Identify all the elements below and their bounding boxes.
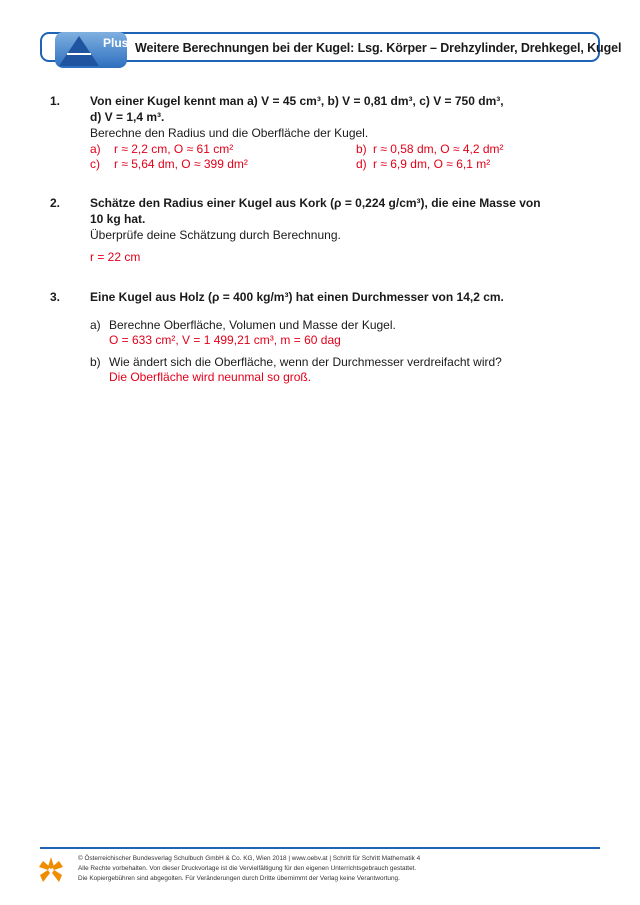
task-question-cont: d) V = 1,4 m³. (90, 110, 165, 124)
task-number: 1. (50, 94, 61, 108)
answer-label: a) (90, 142, 101, 156)
task-answer: r = 22 cm (90, 250, 141, 264)
fees-line: Die Kopiergebühren sind abgegolten. Für Veränderungen durch Dritte übernimmt der Verlag keine Verantwortung. (78, 875, 400, 882)
footer-text (78, 854, 420, 884)
task-question: Von einer Kugel kennt man a) V = 45 cm³, b) V = 0,81 dm³, c) V = 750 dm³, (90, 94, 504, 108)
task-question: Schätze den Radius einer Kugel aus Kork (ρ = 0,224 g/cm³), die eine Masse von (90, 196, 541, 210)
part-text: Berechne Oberfläche, Volumen und Masse der Kugel. (109, 318, 396, 332)
answer-text: r ≈ 2,2 cm, O ≈ 61 cm² (114, 142, 234, 156)
answer-label: d) (356, 157, 367, 171)
task-number: 2. (50, 196, 61, 210)
task-instruction: Berechne den Radius und die Oberfläche der Kugel. (90, 126, 369, 140)
answer-label: c) (90, 157, 100, 171)
oebv-logo-icon (37, 855, 65, 885)
task-instruction: Überprüfe deine Schätzung durch Berechnung. (90, 228, 341, 242)
footer-rule (40, 847, 600, 849)
answer-text: r ≈ 5,64 dm, O ≈ 399 dm² (114, 157, 248, 171)
copyright-line: © Österreichischer Bundesverlag Schulbuch GmbH & Co. KG, Wien 2018 | www.oebv.at | Schritt für Schritt Mathematik 4 (78, 855, 421, 862)
rights-line: Alle Rechte vorbehalten. Von dieser Druckvorlage ist die Vervielfältigung für den eigenen Unterrichtsgebrauch gestattet. (78, 865, 417, 872)
answer-label: b) (356, 142, 367, 156)
part-answer: Die Oberfläche wird neunmal so groß. (109, 370, 312, 384)
part-answer: O = 633 cm², V = 1 499,21 cm³, m = 60 dag (109, 333, 341, 347)
plus-logo-icon (53, 30, 129, 70)
part-label: a) (90, 318, 101, 332)
answer-text: r ≈ 0,58 dm, O ≈ 4,2 dm² (373, 142, 504, 156)
part-text: Wie ändert sich die Oberfläche, wenn der Durchmesser verdreifacht wird? (109, 355, 502, 369)
task-question-cont: 10 kg hat. (90, 212, 146, 226)
answer-text: r ≈ 6,9 dm, O ≈ 6,1 m² (373, 157, 491, 171)
task-number: 3. (50, 290, 61, 304)
part-label: b) (90, 355, 101, 369)
plus-badge-label: Plus (103, 36, 129, 50)
task-question: Eine Kugel aus Holz (ρ = 400 kg/m³) hat einen Durchmesser von 14,2 cm. (90, 290, 504, 304)
page-title: Weitere Berechnungen bei der Kugel: Lsg. Körper – Drehzylinder, Drehkegel, Kugel (135, 41, 622, 55)
